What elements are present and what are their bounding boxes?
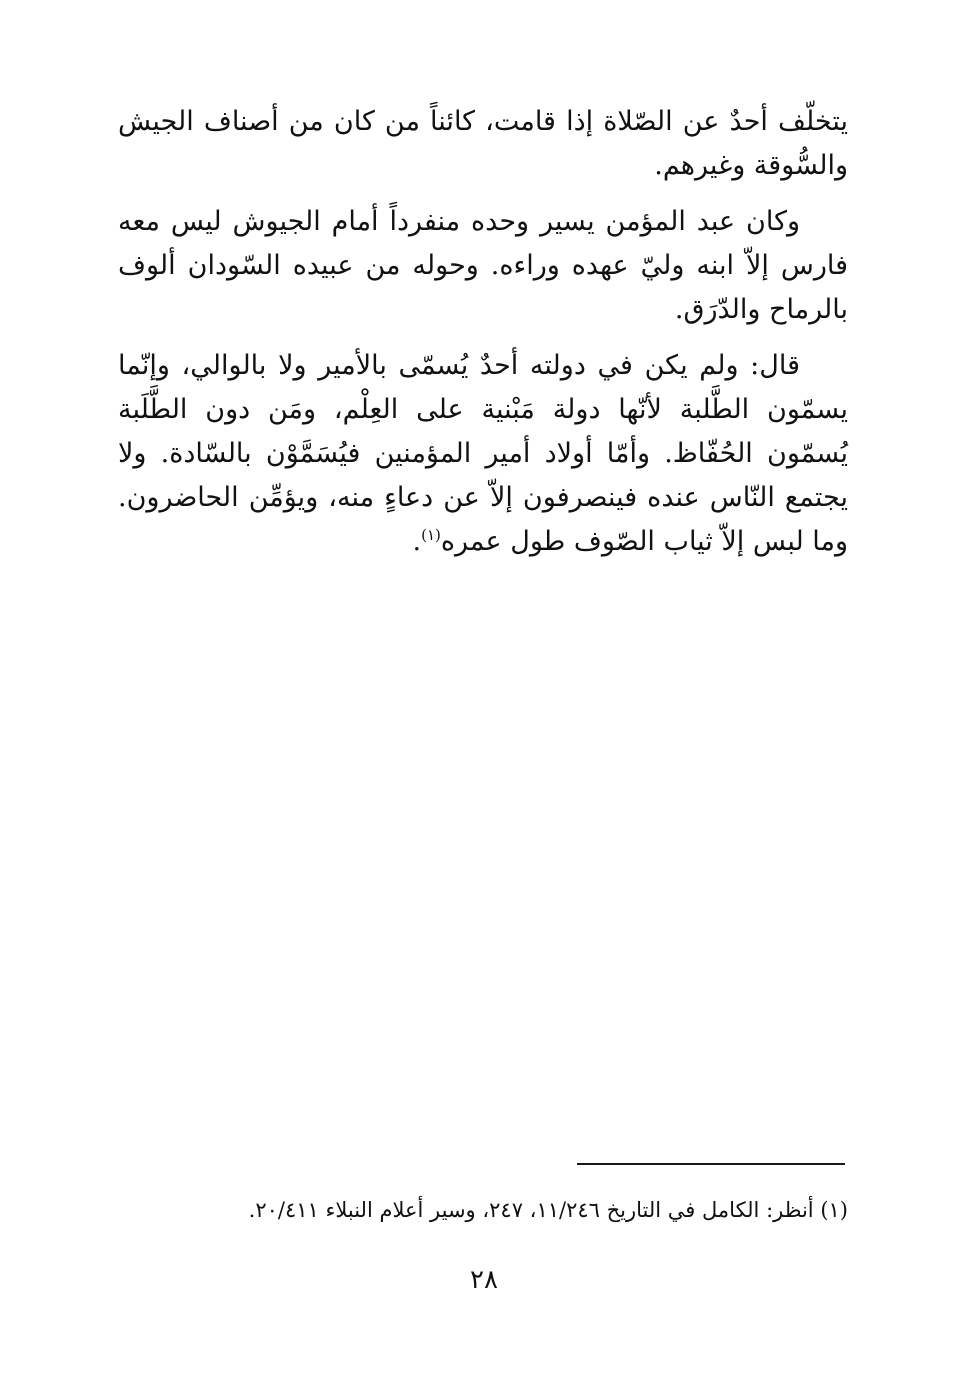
- footnote-reference-mark[interactable]: (١): [421, 526, 441, 544]
- paragraph-1: يتخلّف أحدٌ عن الصّلاة إذا قامت، كائناً من كان من أصناف الجيش والسُّوقة وغيرهم.: [118, 106, 848, 181]
- paragraph-3-end: .: [412, 526, 422, 557]
- main-text-block: [118, 100, 848, 576]
- page-number: ٢٨: [470, 1265, 498, 1295]
- footnote: (١) أنظر: الكامل في التاريخ ١١/٢٤٦، ٢٤٧، وسير أعلام النبلاء ٢٠/٤١١.: [248, 1198, 848, 1222]
- paragraph-3-text: قال: ولم يكن في دولته أحدٌ يُسمّى بالأمير ولا بالوالي، وإنّما يسمّون الطَّلبة لأنّها دولة مَبْنية على العِلْم، ومَن دون الطَّلَبة يُسمّون الحُفّاظ. وأمّا أولاد أمير المؤمنين فيُسَمَّوْن بالسّادة. ولا يجتمع النّاس عنده فينصرفون إلاّ عن دعاءٍ منه، ويؤمِّن الحاضرون. وما لبس إلاّ ثياب الصّوف طول عمره: [118, 350, 848, 557]
- footnote-separator: [577, 1163, 845, 1165]
- paragraph-2: وكان عبد المؤمن يسير وحده منفرداً أمام الجيوش ليس معه فارس إلاّ ابنه وليّ عهده وراءه. وحوله من عبيده السّودان ألوف بالرماح والدّرَق.: [118, 206, 848, 325]
- paragraph-3: [118, 344, 848, 564]
